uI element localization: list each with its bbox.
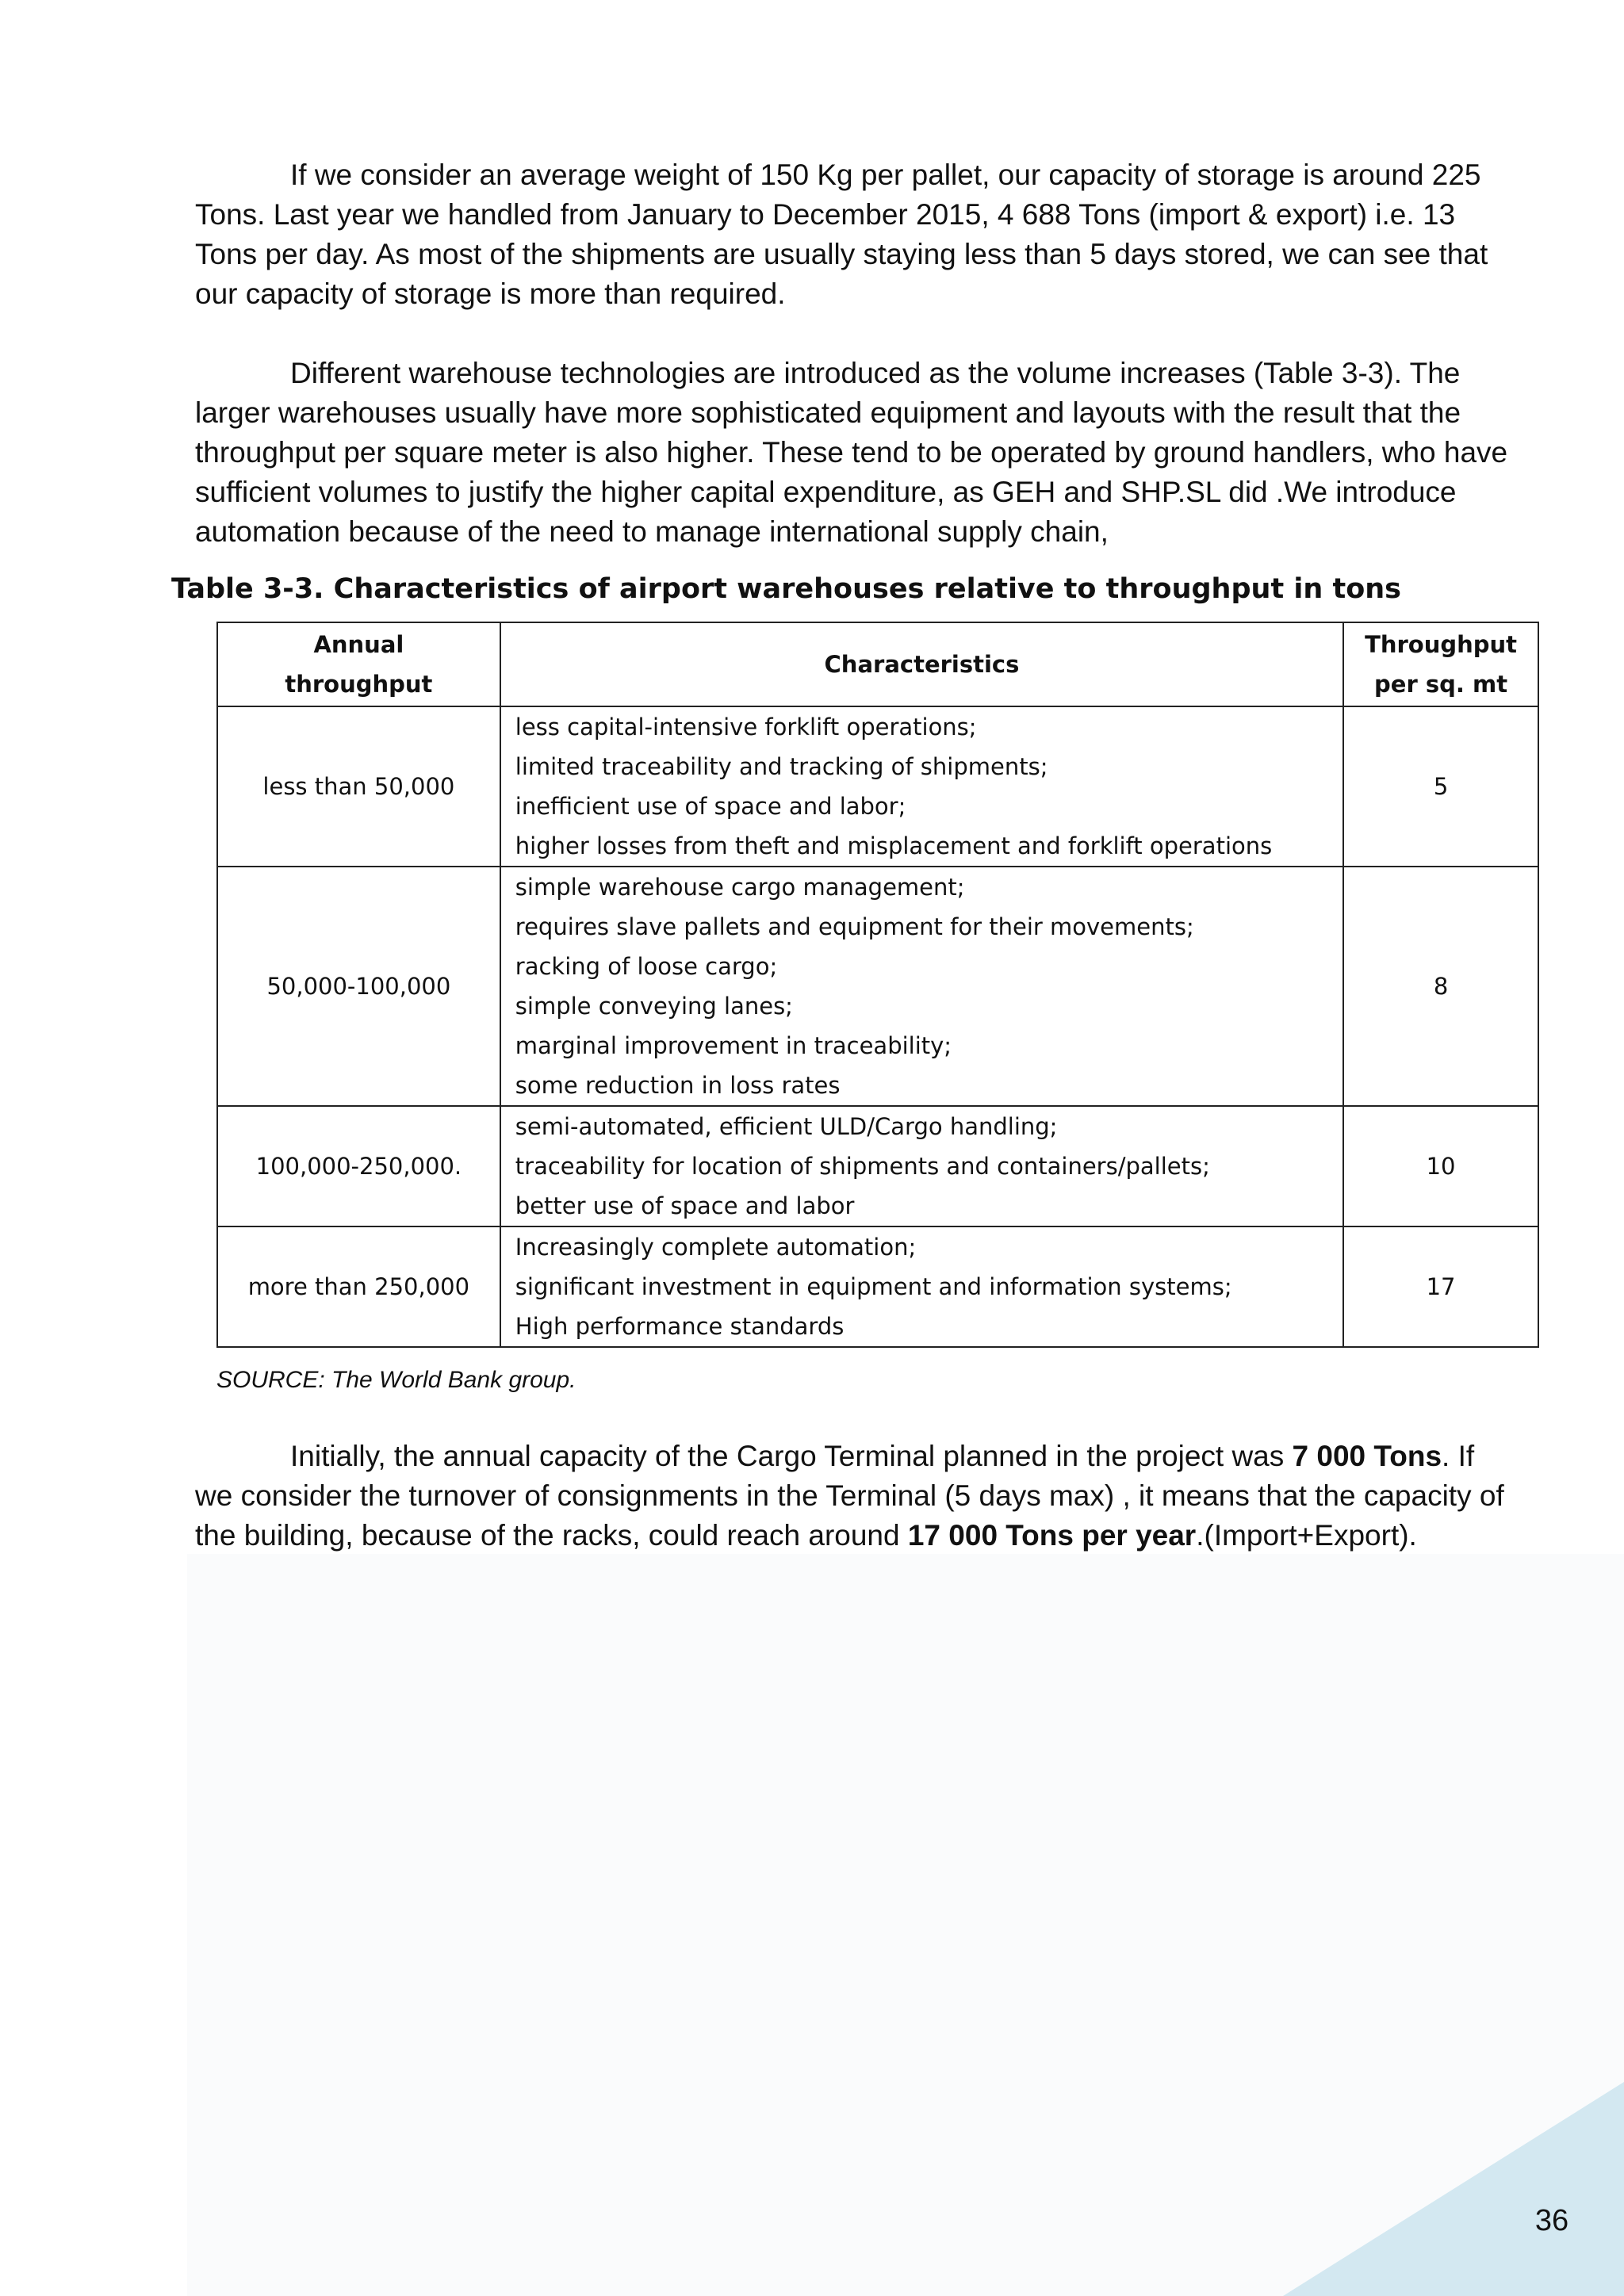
characteristic-item: racking of loose cargo;	[515, 953, 778, 980]
header-annual-line1: Annual	[313, 631, 404, 658]
header-characteristics: Characteristics	[500, 622, 1343, 706]
cell-throughput-per-sq-mt: 5	[1343, 706, 1538, 867]
characteristic-item: Increasingly complete automation;	[515, 1234, 917, 1261]
corner-decoration	[1283, 2082, 1624, 2296]
characteristic-item: simple warehouse cargo management;	[515, 874, 965, 901]
cell-characteristics	[500, 1226, 1343, 1347]
cell-characteristics	[500, 1106, 1343, 1226]
table-row	[217, 1226, 1538, 1347]
cell-characteristics	[500, 867, 1343, 1106]
header-annual-throughput	[217, 622, 500, 706]
characteristic-item: semi-automated, efficient ULD/Cargo handling;	[515, 1113, 1058, 1140]
table-source-note: SOURCE: The World Bank group.	[216, 1367, 576, 1393]
cell-throughput-per-sq-mt: 10	[1343, 1106, 1538, 1226]
cell-annual: 100,000-250,000.	[217, 1106, 500, 1226]
capacity-planned-value: 7 000 Tons	[1292, 1440, 1442, 1472]
cell-annual: less than 50,000	[217, 706, 500, 867]
characteristic-item: less capital-intensive forklift operations;	[515, 714, 977, 740]
header-throughput-per-sq-mt	[1343, 622, 1538, 706]
characteristic-item: High performance standards	[515, 1313, 845, 1340]
characteristic-item: significant investment in equipment and information systems;	[515, 1273, 1232, 1300]
capacity-text-part2: . If we consider the turnover of consignments in the Terminal (5 days max) , it means that the capacity of the building, because of the racks, could reach around	[195, 1440, 1504, 1552]
header-throughput-line2: per sq. mt	[1374, 671, 1508, 698]
table-row	[217, 706, 1538, 867]
capacity-text-part1: Initially, the annual capacity of the Cargo Terminal planned in the project was	[290, 1440, 1293, 1472]
corner-triangle-shape	[1283, 2082, 1624, 2296]
table-header-row	[217, 622, 1538, 706]
header-throughput-line1: Throughput	[1365, 631, 1518, 658]
characteristic-item: better use of space and labor	[515, 1192, 855, 1219]
table-row	[217, 867, 1538, 1106]
paragraph-warehouse-technologies	[195, 354, 1519, 552]
capacity-yearly-value: 17 000 Tons per year	[907, 1519, 1197, 1552]
paragraph-warehouse-technologies-text: Different warehouse technologies are introduced as the volume increases (Table 3-3). The larger warehouses usually have more sophisticated equipment and layouts with the result that the throughput per square meter is also higher. These tend to be operated by ground handlers, who have sufficient volumes to justify the higher capital expenditure, as GEH and SHP.SL did .We introduce automation because of the need to manage international supply chain,	[195, 357, 1508, 548]
cell-annual: 50,000-100,000	[217, 867, 500, 1106]
paragraph-storage-capacity	[195, 155, 1519, 314]
cell-throughput-per-sq-mt: 8	[1343, 867, 1538, 1106]
cell-annual: more than 250,000	[217, 1226, 500, 1347]
characteristic-item: requires slave pallets and equipment for their movements;	[515, 913, 1194, 940]
characteristic-item: some reduction in loss rates	[515, 1072, 841, 1099]
characteristic-item: simple conveying lanes;	[515, 993, 793, 1020]
warehouse-characteristics-table	[216, 622, 1539, 1348]
paragraph-storage-capacity-text: If we consider an average weight of 150 Kg per pallet, our capacity of storage is around 225 Tons. Last year we handled from January to December 2015, 4 688 Tons (import & export) i.e. 13 Tons per day. As most of the shipments are usually staying less than 5 days stored, we can see that our capacity of storage is more than required.	[195, 159, 1488, 310]
capacity-text-part3: .(Import+Export).	[1196, 1519, 1417, 1552]
characteristic-item: inefficient use of space and labor;	[515, 793, 906, 820]
characteristic-item: limited traceability and tracking of shipments;	[515, 753, 1048, 780]
header-annual-line2: throughput	[285, 671, 433, 698]
cell-throughput-per-sq-mt: 17	[1343, 1226, 1538, 1347]
characteristic-item: marginal improvement in traceability;	[515, 1032, 952, 1059]
characteristic-item: traceability for location of shipments and containers/pallets;	[515, 1153, 1210, 1180]
table-row	[217, 1106, 1538, 1226]
cell-characteristics	[500, 706, 1343, 867]
page-number: 36	[1534, 2204, 1569, 2237]
characteristic-item: higher losses from theft and misplacement and forklift operations	[515, 832, 1273, 859]
paragraph-cargo-terminal-capacity	[195, 1437, 1519, 1556]
table-title: Table 3-3. Characteristics of airport warehouses relative to throughput in tons	[171, 573, 1401, 605]
